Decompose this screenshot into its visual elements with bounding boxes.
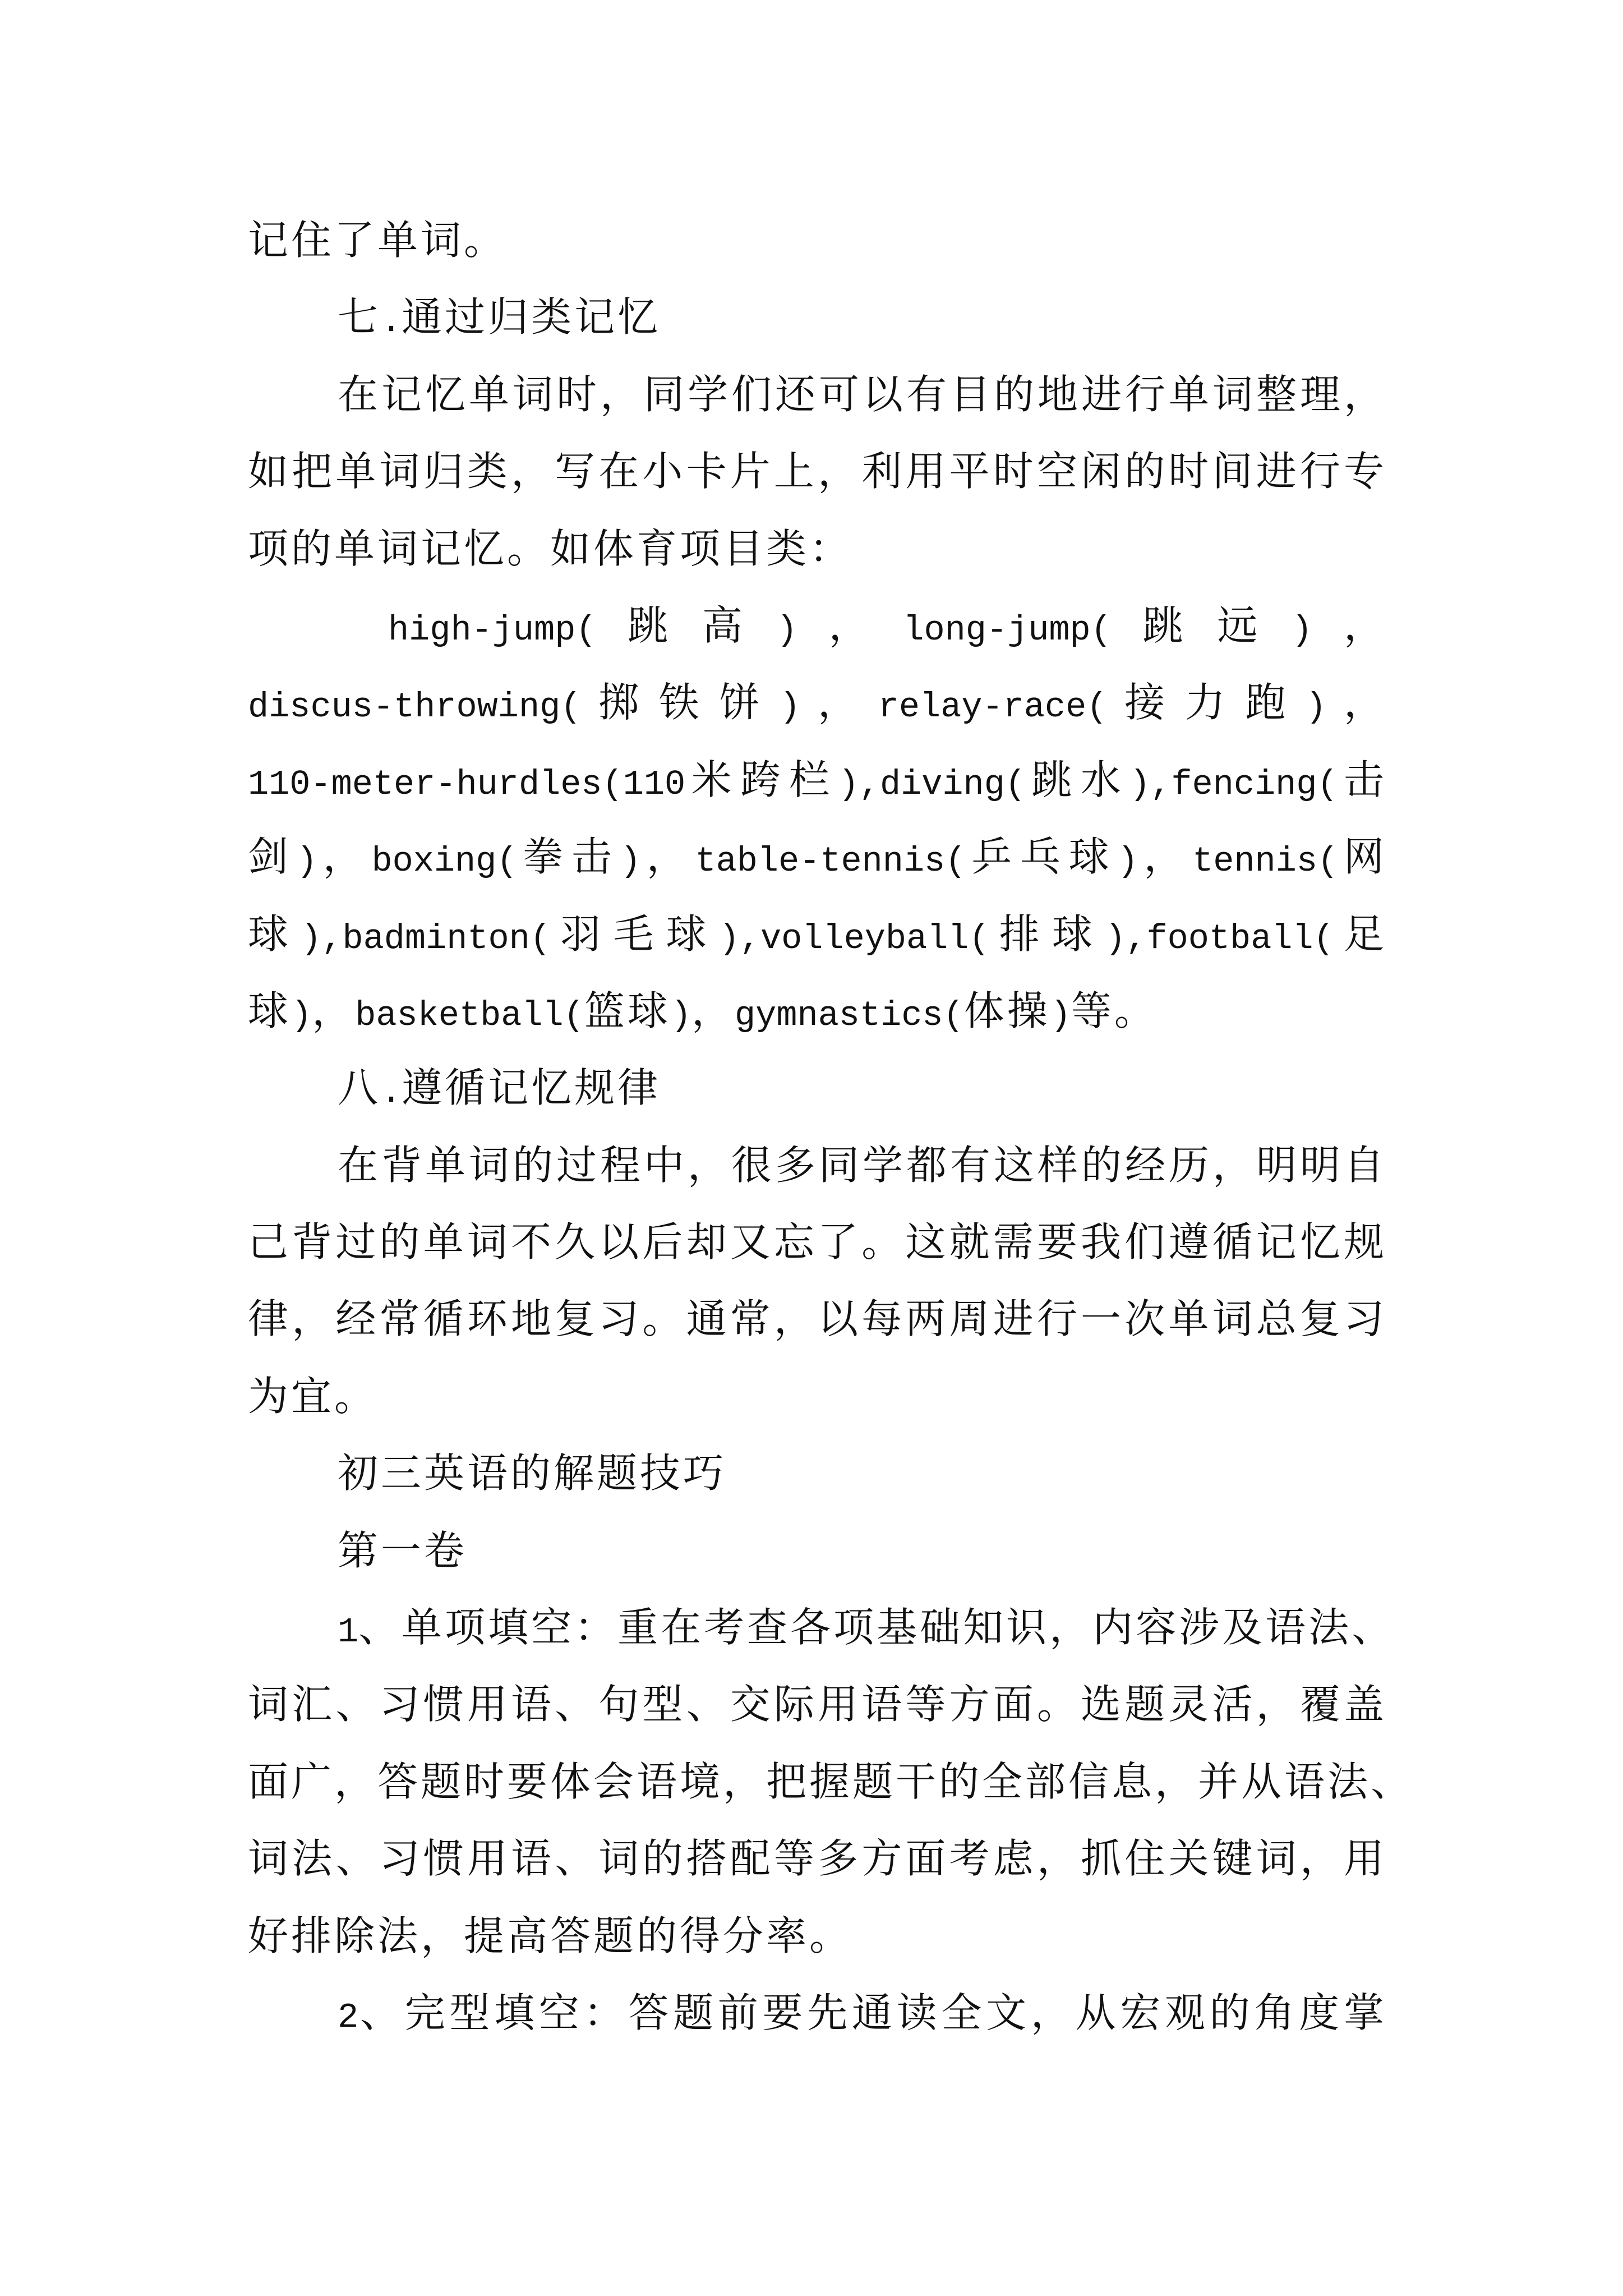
body-text-line: 2、完型填空：答题前要先通读全文，从宏观的角度掌 bbox=[338, 1989, 1387, 2037]
vocabulary-line: discus-throwing(掷铁饼)，relay-race(接力跑)， bbox=[248, 679, 1387, 728]
body-text-line: 项的单词记忆。如体育项目类： bbox=[248, 524, 853, 572]
vocabulary-line: 110-meter-hurdles(110米跨栏),diving(跳水),fencing(击 bbox=[248, 756, 1387, 804]
latin-run: high-jump( bbox=[388, 610, 597, 650]
body-text-line: 记住了单词。 bbox=[248, 217, 508, 264]
latin-run: ) bbox=[1306, 687, 1327, 728]
latin-run: long-jump( bbox=[903, 610, 1112, 650]
latin-run: boxing( bbox=[371, 841, 518, 882]
latin-run: ) bbox=[780, 687, 801, 728]
latin-run: ) bbox=[291, 995, 312, 1036]
section-title: 初三英语的解题技巧 bbox=[338, 1450, 727, 1497]
body-text-line: 好排除法，提高答题的得分率。 bbox=[248, 1912, 853, 1959]
section-heading: 七.通过归类记忆 bbox=[338, 293, 661, 342]
latin-run: gymnastics( bbox=[735, 995, 964, 1036]
vocabulary-line: 剑)，boxing(拳击)，table-tennis(乒乓球)，tennis(网 bbox=[248, 833, 1387, 882]
body-text-line: 如把单词归类，写在小卡片上，利用平时空闲的时间进行专 bbox=[248, 448, 1387, 495]
section-heading: 八.遵循记忆规律 bbox=[338, 1064, 661, 1113]
body-text-line: 为宜。 bbox=[248, 1372, 378, 1420]
latin-run: ),volleyball( bbox=[718, 918, 990, 959]
latin-run: ),football( bbox=[1105, 918, 1334, 959]
latin-run: ),badminton( bbox=[301, 918, 551, 959]
part-label: 第一卷 bbox=[338, 1526, 468, 1574]
body-text-line: 词汇、习惯用语、句型、交际用语等方面。选题灵活，覆盖 bbox=[248, 1681, 1387, 1728]
vocabulary-line: high-jump(跳高)，long-jump(跳远)， bbox=[388, 601, 1387, 650]
body-text-line: 在背单词的过程中，很多同学都有这样的经历，明明自 bbox=[338, 1141, 1387, 1189]
latin-run: 2 bbox=[338, 1997, 359, 2037]
latin-run: ) bbox=[776, 610, 797, 650]
body-text-line: 己背过的单词不久以后却又忘了。这就需要我们遵循记忆规 bbox=[248, 1218, 1387, 1266]
latin-run: basketball( bbox=[355, 995, 584, 1036]
latin-run: ) bbox=[670, 995, 692, 1036]
body-text-line: 在记忆单词时，同学们还可以有目的地进行单词整理， bbox=[338, 370, 1387, 418]
latin-run: ) bbox=[1117, 841, 1138, 882]
latin-run: . bbox=[381, 1073, 402, 1113]
latin-run: ) bbox=[1050, 995, 1071, 1036]
latin-run: ),fencing( bbox=[1129, 764, 1338, 804]
vocabulary-line: 球)，basketball(篮球)，gymnastics(体操)等。 bbox=[248, 987, 1158, 1036]
latin-run: table-tennis( bbox=[695, 841, 966, 882]
body-text-line: 1、单项填空：重在考查各项基础知识，内容涉及语法、 bbox=[338, 1604, 1395, 1653]
latin-run: ) bbox=[620, 841, 641, 882]
latin-run: tennis( bbox=[1192, 841, 1339, 882]
latin-run: discus-throwing( bbox=[248, 687, 582, 728]
latin-run: ) bbox=[296, 841, 317, 882]
body-text-line: 面广，答题时要体会语境，把握题干的全部信息，并从语法、 bbox=[248, 1757, 1414, 1805]
body-text-line: 律，经常循环地复习。通常，以每两周进行一次单词总复习 bbox=[248, 1295, 1387, 1343]
body-text-line: 词法、习惯用语、词的搭配等多方面考虑，抓住关键词，用 bbox=[248, 1835, 1387, 1883]
latin-run: 1 bbox=[338, 1612, 359, 1653]
latin-run: 110-meter-hurdles(110 bbox=[248, 764, 686, 804]
latin-run: relay-race( bbox=[878, 687, 1108, 728]
text-column bbox=[248, 202, 1414, 2051]
latin-run: . bbox=[381, 302, 402, 342]
latin-run: ),diving( bbox=[838, 764, 1026, 804]
vocabulary-line: 球),badminton(羽毛球),volleyball(排球),football(足 bbox=[248, 910, 1387, 959]
latin-run: ) bbox=[1292, 610, 1313, 650]
